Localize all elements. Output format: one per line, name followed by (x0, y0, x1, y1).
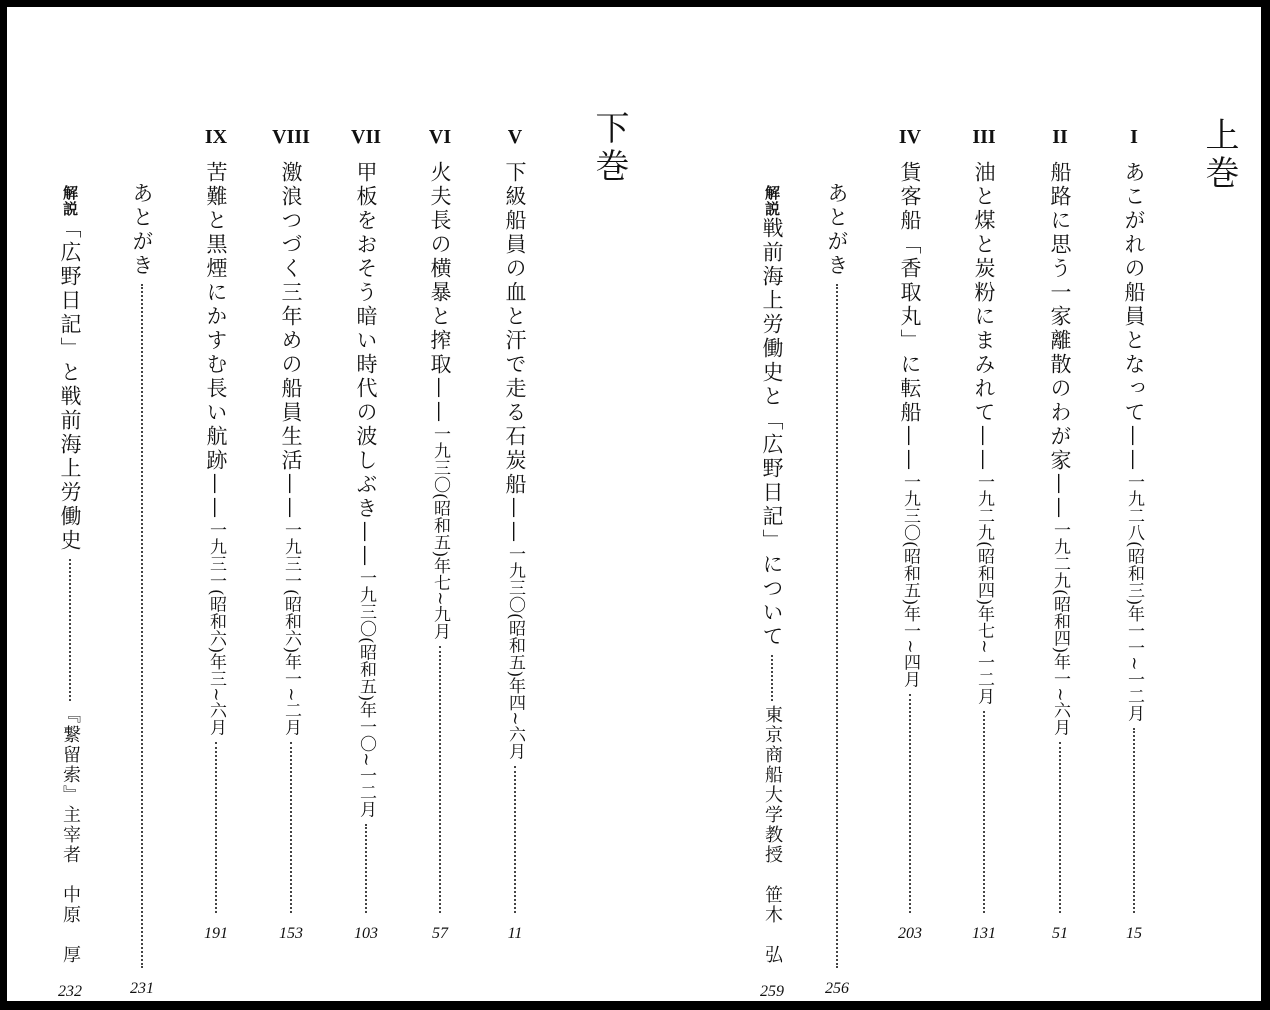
commentary-tag: 解説 (763, 185, 781, 217)
toc-entry-9[interactable] (201, 126, 231, 942)
page-number: 203 (898, 925, 922, 942)
afterword-title: あとがき (130, 182, 154, 278)
commentary-title: 「広野日記」と戦前海上労働史 (58, 217, 82, 553)
toc-entry-1[interactable] (1119, 126, 1149, 942)
chapter-title: 油と煤と炭粉にまみれて—— (972, 161, 996, 473)
commentary-title: 戦前海上労働史と「広野日記」について (760, 217, 784, 649)
page-number: 11 (507, 925, 523, 942)
page-number: 153 (279, 925, 303, 942)
page-number: 131 (972, 925, 996, 942)
page-number: 15 (1126, 925, 1142, 942)
chapter-title: 下級船員の血と汗で走る石炭船—— (503, 161, 527, 545)
afterword-entry-1[interactable] (822, 182, 852, 997)
chapter-numeral: V (507, 126, 523, 148)
dot-leader (771, 655, 773, 701)
toc-entry-3[interactable] (969, 126, 999, 942)
page-number: 231 (130, 980, 154, 997)
chapter-numeral: III (972, 126, 996, 148)
toc-entry-7[interactable] (351, 126, 382, 942)
chapter-date: 一九三〇(昭和五)年四~六月 (505, 545, 525, 760)
dot-leader (836, 284, 838, 968)
page-number: 191 (204, 925, 228, 942)
chapter-title: 船路に思う一家離散のわが家—— (1048, 161, 1072, 521)
chapter-numeral: IV (898, 126, 922, 148)
commentary-author: 東京商船大学教授 笹木 弘 (762, 705, 783, 965)
chapter-date: 一九二九(昭和四)年七~一二月 (974, 473, 994, 705)
chapter-title: 苦難と黒煙にかすむ長い航跡—— (204, 161, 228, 521)
chapter-title: 火夫長の横暴と搾取—— (428, 161, 452, 425)
page-number: 51 (1052, 925, 1068, 942)
dot-leader (983, 711, 985, 913)
chapter-numeral: VII (351, 126, 382, 148)
toc-entry-6[interactable] (425, 126, 455, 942)
page-number: 256 (825, 980, 849, 997)
toc-entry-5[interactable] (500, 126, 530, 942)
chapter-date: 一九二九(昭和四)年一~六月 (1050, 521, 1070, 736)
page-number: 232 (58, 983, 82, 1000)
chapter-date: 一九二八(昭和三)年一一~一二月 (1124, 473, 1144, 722)
commentary-author: 『繋留索』主宰者 中原 厚 (60, 705, 81, 965)
dot-leader (439, 646, 441, 913)
commentary-entry-2[interactable] (55, 185, 85, 1000)
chapter-numeral: II (1052, 126, 1068, 148)
chapter-date: 一九三〇(昭和五)年一~四月 (900, 473, 920, 688)
chapter-title: 甲板をおそう暗い時代の波しぶき—— (354, 161, 378, 569)
dot-leader (215, 742, 217, 913)
toc-entry-8[interactable] (272, 126, 310, 942)
toc-entry-4[interactable] (895, 126, 925, 942)
page-number: 57 (432, 925, 448, 942)
chapter-numeral: I (1130, 126, 1138, 148)
dot-leader (514, 766, 516, 913)
page-number: 259 (760, 983, 784, 1000)
dot-leader (69, 559, 71, 701)
chapter-numeral: VI (428, 126, 452, 148)
chapter-date: 一九三一(昭和六)年三~六月 (206, 521, 226, 736)
dot-leader (909, 694, 911, 913)
chapter-numeral: VIII (272, 126, 310, 148)
toc-entry-2[interactable] (1045, 126, 1075, 942)
dot-leader (1059, 742, 1061, 913)
commentary-tag: 解説 (61, 185, 79, 217)
chapter-title: 激浪つづく三年めの船員生活—— (279, 161, 303, 521)
volume-2-title: 下巻 (589, 110, 629, 186)
dot-leader (1133, 728, 1135, 913)
volume-1-title: 上巻 (1199, 117, 1239, 193)
chapter-date: 一九三一(昭和六)年一~二月 (281, 521, 301, 736)
dot-leader (141, 284, 143, 968)
chapter-date: 一九三〇(昭和五)年一〇~一二月 (356, 569, 376, 818)
chapter-date: 一九三〇(昭和五)年七~九月 (430, 425, 450, 640)
afterword-title: あとがき (825, 182, 849, 278)
chapter-numeral: IX (204, 126, 228, 148)
page-number: 103 (354, 925, 378, 942)
dot-leader (290, 742, 292, 913)
chapter-title: あこがれの船員となって—— (1122, 161, 1146, 473)
chapter-title: 貨客船「香取丸」に転船—— (898, 161, 922, 473)
dot-leader (365, 824, 367, 913)
commentary-entry-1[interactable] (757, 185, 787, 1000)
afterword-entry-2[interactable] (127, 182, 157, 997)
